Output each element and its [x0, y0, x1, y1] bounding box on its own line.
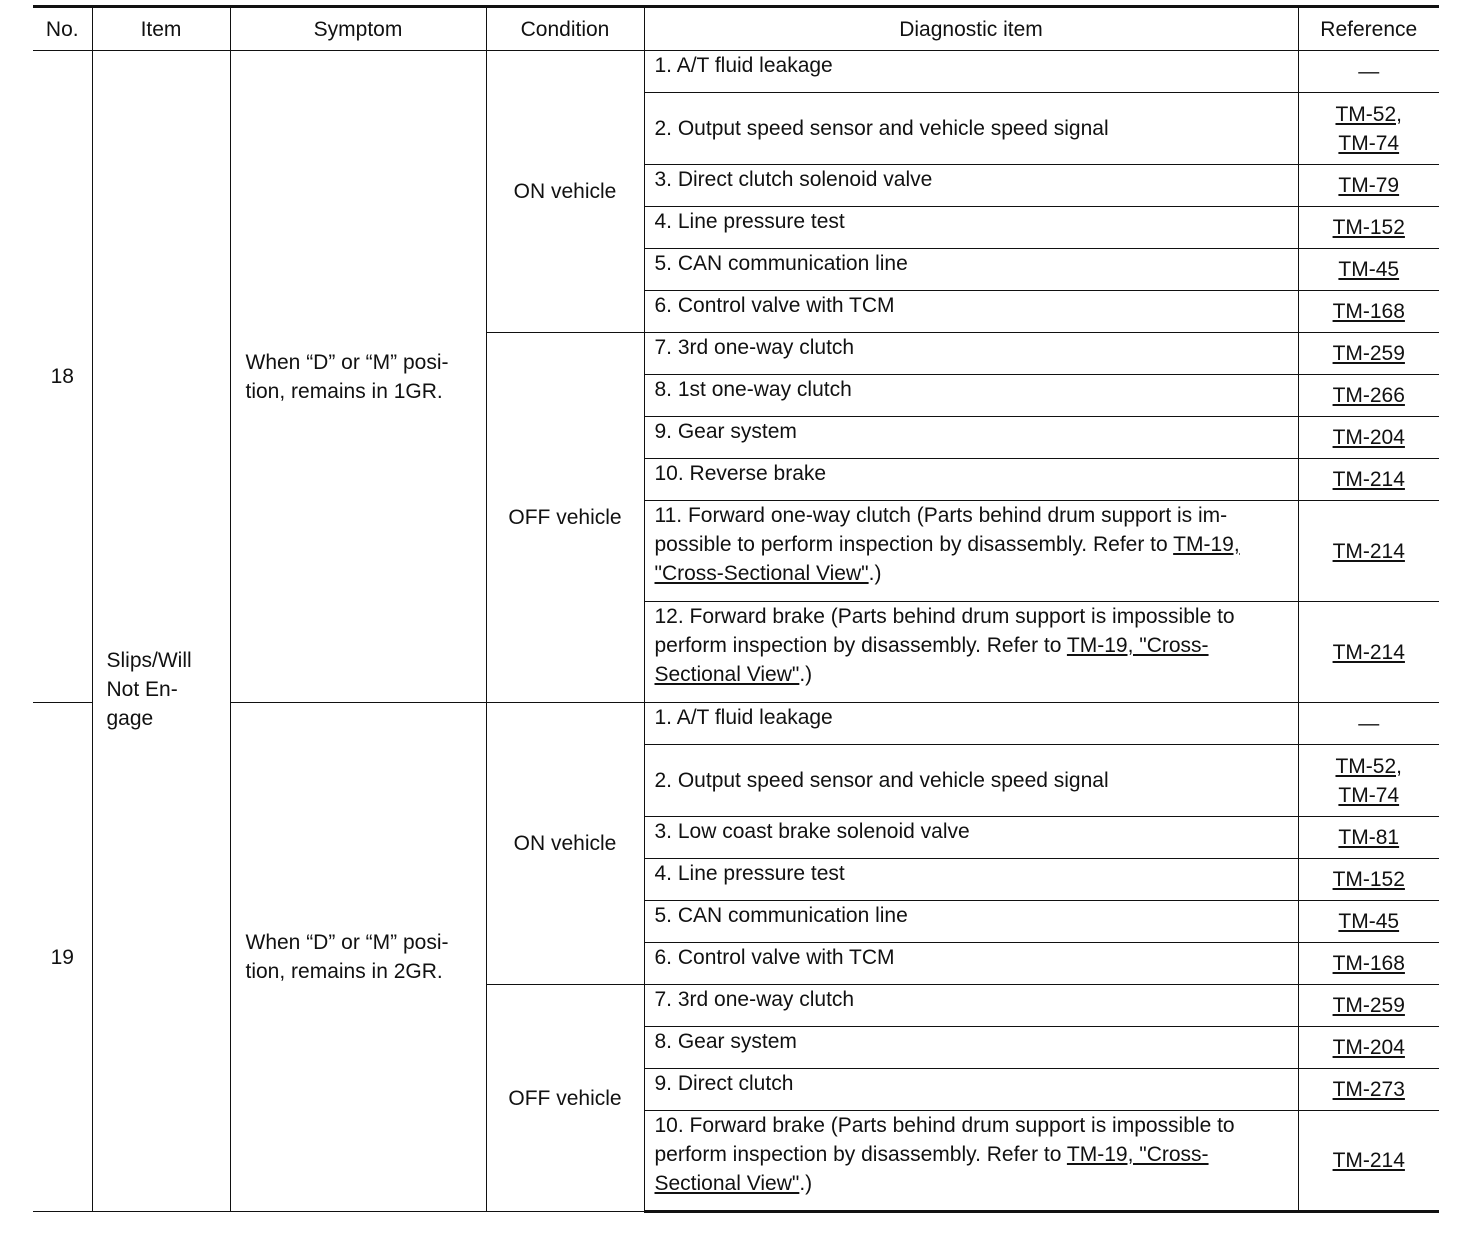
reference-link[interactable]: TM-204: [1332, 1036, 1405, 1059]
header-symptom: Symptom: [230, 7, 486, 51]
reference-cell: [1298, 817, 1439, 859]
header-condition: Condition: [486, 7, 644, 51]
diagnostic-item: 8. Gear system: [644, 1027, 1298, 1069]
diagnostic-item: 7. 3rd one-way clutch: [644, 985, 1298, 1027]
reference-cell: [1298, 459, 1439, 501]
reference-cell: [1298, 165, 1439, 207]
reference-link[interactable]: TM-152: [1332, 216, 1405, 239]
row-number-19: 19: [33, 703, 92, 1212]
reference-cell: [1298, 859, 1439, 901]
diagnostic-item: 12. Forward brake (Parts behind drum support is impossible to perform inspection by disassembly. Refer to TM-19, "Cross-Sectional View".): [644, 602, 1298, 703]
reference-link[interactable]: TM-273: [1332, 1078, 1405, 1101]
reference-cell: [1298, 93, 1439, 165]
reference-link[interactable]: TM-79: [1338, 174, 1400, 197]
header-no: No.: [33, 7, 92, 51]
reference-cell: —: [1298, 703, 1439, 745]
diagnostic-table: [33, 5, 1439, 1213]
diagnostic-item: 10. Reverse brake: [644, 459, 1298, 501]
reference-link[interactable]: TM-74: [1338, 131, 1400, 155]
header-reference: Reference: [1298, 7, 1439, 51]
diagnostic-item: 1. A/T fluid leakage: [644, 703, 1298, 745]
reference-cell: [1298, 901, 1439, 943]
reference-cell: [1298, 375, 1439, 417]
reference-link[interactable]: TM-168: [1332, 300, 1405, 323]
reference-cell: [1298, 1111, 1439, 1212]
reference-link[interactable]: TM-214: [1332, 539, 1405, 563]
reference-cell: [1298, 501, 1439, 602]
reference-link[interactable]: TM-259: [1332, 342, 1405, 365]
diagnostic-item: 9. Gear system: [644, 417, 1298, 459]
reference-cell: [1298, 985, 1439, 1027]
reference-cell: [1298, 1069, 1439, 1111]
diagnostic-item: 5. CAN communication line: [644, 249, 1298, 291]
cross-section-link[interactable]: TM-19, "Cross-Sectional View": [654, 1143, 1209, 1195]
row-number-18: 18: [33, 51, 92, 703]
diagnostic-item: 8. 1st one-way clutch: [644, 375, 1298, 417]
diagnostic-item: 1. A/T fluid leakage: [644, 51, 1298, 93]
reference-link[interactable]: TM-266: [1332, 384, 1405, 407]
condition-cell: ON vehicle: [486, 703, 644, 985]
cross-section-link[interactable]: TM-19, "Cross-Sectional View": [654, 533, 1240, 585]
reference-link[interactable]: TM-52,: [1335, 754, 1402, 778]
diagnostic-item: 5. CAN communication line: [644, 901, 1298, 943]
reference-cell: [1298, 417, 1439, 459]
header-diagnostic-item: Diagnostic item: [644, 7, 1298, 51]
diagnostic-item: 4. Line pressure test: [644, 859, 1298, 901]
cross-section-link[interactable]: TM-19, "Cross-Sectional View": [654, 634, 1209, 686]
reference-link[interactable]: TM-45: [1338, 258, 1400, 281]
reference-link[interactable]: TM-168: [1332, 952, 1405, 975]
reference-link[interactable]: TM-74: [1338, 783, 1400, 807]
symptom-cell: When “D” or “M” posi- tion, remains in 1GR.: [230, 51, 486, 703]
reference-link[interactable]: TM-81: [1338, 826, 1400, 849]
reference-link[interactable]: TM-214: [1332, 468, 1405, 491]
reference-cell: [1298, 249, 1439, 291]
diagnostic-item: 4. Line pressure test: [644, 207, 1298, 249]
condition-cell: OFF vehicle: [486, 333, 644, 703]
diagnostic-item: 2. Output speed sensor and vehicle speed signal: [644, 93, 1298, 165]
diagnostic-item: 6. Control valve with TCM: [644, 943, 1298, 985]
diagnostic-item: 7. 3rd one-way clutch: [644, 333, 1298, 375]
reference-cell: —: [1298, 51, 1439, 93]
reference-cell: [1298, 207, 1439, 249]
reference-cell: [1298, 943, 1439, 985]
reference-cell: [1298, 1027, 1439, 1069]
diagnostic-item: 10. Forward brake (Parts behind drum support is impossible to perform inspection by disassembly. Refer to TM-19, "Cross-Sectional View".): [644, 1111, 1298, 1212]
reference-link[interactable]: TM-45: [1338, 910, 1400, 933]
reference-link[interactable]: TM-259: [1332, 994, 1405, 1017]
diagnostic-item: 6. Control valve with TCM: [644, 291, 1298, 333]
diagnostic-item: 3. Low coast brake solenoid valve: [644, 817, 1298, 859]
reference-cell: [1298, 745, 1439, 817]
diagnostic-item: 3. Direct clutch solenoid valve: [644, 165, 1298, 207]
symptom-cell: When “D” or “M” posi- tion, remains in 2GR.: [230, 703, 486, 1212]
diagnostic-item: 9. Direct clutch: [644, 1069, 1298, 1111]
table-row: [33, 703, 1439, 745]
reference-link[interactable]: TM-152: [1332, 868, 1405, 891]
reference-link[interactable]: TM-52,: [1335, 102, 1402, 126]
reference-link[interactable]: TM-214: [1332, 1149, 1405, 1172]
item-cell: Slips/Will Not En- gage: [92, 51, 230, 1212]
header-row: [33, 7, 1439, 51]
diagnostic-item: 11. Forward one-way clutch (Parts behind drum support is im-possible to perform inspection by disassembly. Refer to TM-19, "Cross-Sectional View".): [644, 501, 1298, 602]
table-row: [33, 51, 1439, 93]
header-item: Item: [92, 7, 230, 51]
reference-cell: [1298, 291, 1439, 333]
reference-link[interactable]: TM-204: [1332, 426, 1405, 449]
condition-cell: ON vehicle: [486, 51, 644, 333]
reference-cell: [1298, 333, 1439, 375]
condition-cell: OFF vehicle: [486, 985, 644, 1212]
reference-link[interactable]: TM-214: [1332, 640, 1405, 664]
reference-cell: [1298, 602, 1439, 703]
diagnostic-item: 2. Output speed sensor and vehicle speed signal: [644, 745, 1298, 817]
